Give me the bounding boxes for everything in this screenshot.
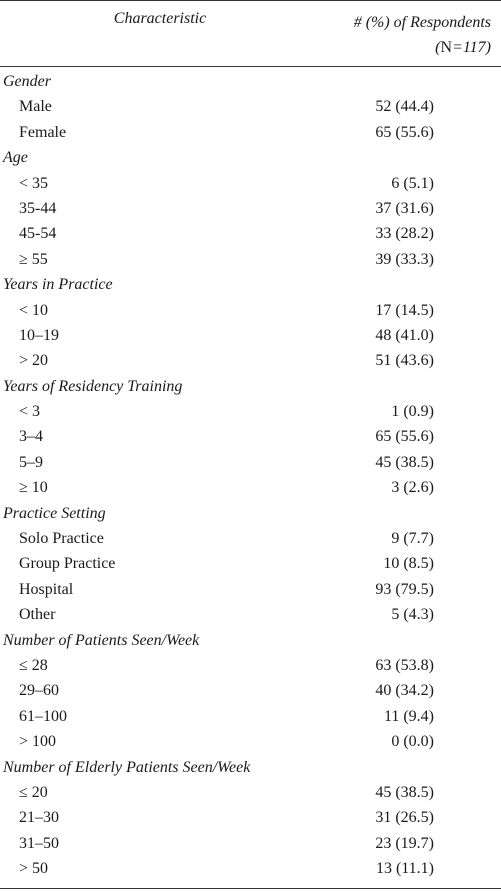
top-rule xyxy=(0,0,501,1)
row-label: Female xyxy=(19,123,67,141)
table-row xyxy=(0,526,501,551)
table-body xyxy=(0,69,501,882)
respondents-header-line2: (N=117) xyxy=(435,39,491,56)
row-value: 33 (28.2) xyxy=(375,225,434,243)
table-row xyxy=(0,602,501,627)
row-label: > 50 xyxy=(19,860,49,878)
table-row xyxy=(0,171,501,196)
row-value: 3 (2.6) xyxy=(391,479,434,497)
bottom-rule xyxy=(0,888,501,889)
table-row xyxy=(0,120,501,145)
row-label: Other xyxy=(19,606,56,624)
row-label: Group Practice xyxy=(19,555,116,573)
table-row xyxy=(0,94,501,119)
row-value: 37 (31.6) xyxy=(375,199,434,217)
table-row xyxy=(0,551,501,576)
row-value: 52 (44.4) xyxy=(375,98,434,116)
row-value: 48 (41.0) xyxy=(375,326,434,344)
row-label: Hospital xyxy=(19,580,74,598)
row-value: 13 (11.1) xyxy=(375,860,434,878)
section-title: Practice Setting xyxy=(3,504,106,522)
row-value: 45 (38.5) xyxy=(375,453,434,471)
row-label: Male xyxy=(19,98,52,116)
table-row xyxy=(0,298,501,323)
row-label: 35-44 xyxy=(19,199,57,217)
table-row xyxy=(0,678,501,703)
table-row xyxy=(0,653,501,678)
row-label: 29–60 xyxy=(19,682,59,700)
row-value: 17 (14.5) xyxy=(375,301,434,319)
row-value: 65 (55.6) xyxy=(375,123,434,141)
section-title: Years in Practice xyxy=(3,276,113,294)
row-value: 31 (26.5) xyxy=(375,809,434,827)
table-row xyxy=(0,577,501,602)
row-label: < 35 xyxy=(19,174,49,192)
row-label: ≤ 28 xyxy=(19,656,48,674)
row-label: > 20 xyxy=(19,352,49,370)
table-row xyxy=(0,399,501,424)
table-row xyxy=(0,196,501,221)
row-value: 23 (19.7) xyxy=(375,834,434,852)
header-rule xyxy=(0,66,501,67)
row-label: Solo Practice xyxy=(19,530,104,548)
table-row xyxy=(0,348,501,373)
row-label: 45-54 xyxy=(19,225,57,243)
row-label: 5–9 xyxy=(19,453,43,471)
table-row xyxy=(0,475,501,500)
row-label: 3–4 xyxy=(19,428,43,446)
table-row xyxy=(0,450,501,475)
row-value: 0 (0.0) xyxy=(391,733,434,751)
section-title: Number of Elderly Patients Seen/Week xyxy=(3,758,251,776)
table-row xyxy=(0,805,501,830)
respondents-header-line1: # (%) of Respondents xyxy=(353,14,491,31)
row-value: 1 (0.9) xyxy=(391,403,434,421)
row-label: 10–19 xyxy=(19,326,59,344)
row-value: 5 (4.3) xyxy=(391,606,434,624)
table-row xyxy=(0,247,501,272)
table-row xyxy=(0,424,501,449)
section-title: Gender xyxy=(3,73,51,90)
row-value: 10 (8.5) xyxy=(383,555,434,573)
row-label: ≤ 20 xyxy=(19,783,48,801)
section-title: Age xyxy=(3,149,28,167)
row-value: 39 (33.3) xyxy=(375,250,434,268)
row-value: 11 (9.4) xyxy=(383,707,434,725)
respondents-header xyxy=(354,10,491,60)
row-label: < 10 xyxy=(19,301,49,319)
row-label: ≥ 55 xyxy=(19,250,48,268)
characteristic-header: Characteristic xyxy=(113,10,207,27)
table-row xyxy=(0,704,501,729)
row-value: 65 (55.6) xyxy=(375,428,434,446)
row-label: ≥ 10 xyxy=(19,479,48,497)
section-title: Number of Patients Seen/Week xyxy=(3,631,200,649)
table-row xyxy=(0,221,501,246)
row-value: 63 (53.8) xyxy=(375,656,434,674)
row-label: < 3 xyxy=(19,403,41,421)
row-value: 93 (79.5) xyxy=(375,580,434,598)
section-title: Years of Residency Training xyxy=(3,377,183,395)
row-value: 40 (34.2) xyxy=(375,682,434,700)
table-row xyxy=(0,831,501,856)
row-value: 51 (43.6) xyxy=(375,352,434,370)
row-label: 21–30 xyxy=(19,809,59,827)
row-value: 6 (5.1) xyxy=(391,174,434,192)
row-value: 9 (7.7) xyxy=(391,530,434,548)
row-label: > 100 xyxy=(19,733,57,751)
table-row xyxy=(0,729,501,754)
row-label: 61–100 xyxy=(19,707,67,725)
row-label: 31–50 xyxy=(19,834,59,852)
row-value: 45 (38.5) xyxy=(375,783,434,801)
table-row xyxy=(0,780,501,805)
table-row xyxy=(0,323,501,348)
table-row xyxy=(0,856,501,881)
